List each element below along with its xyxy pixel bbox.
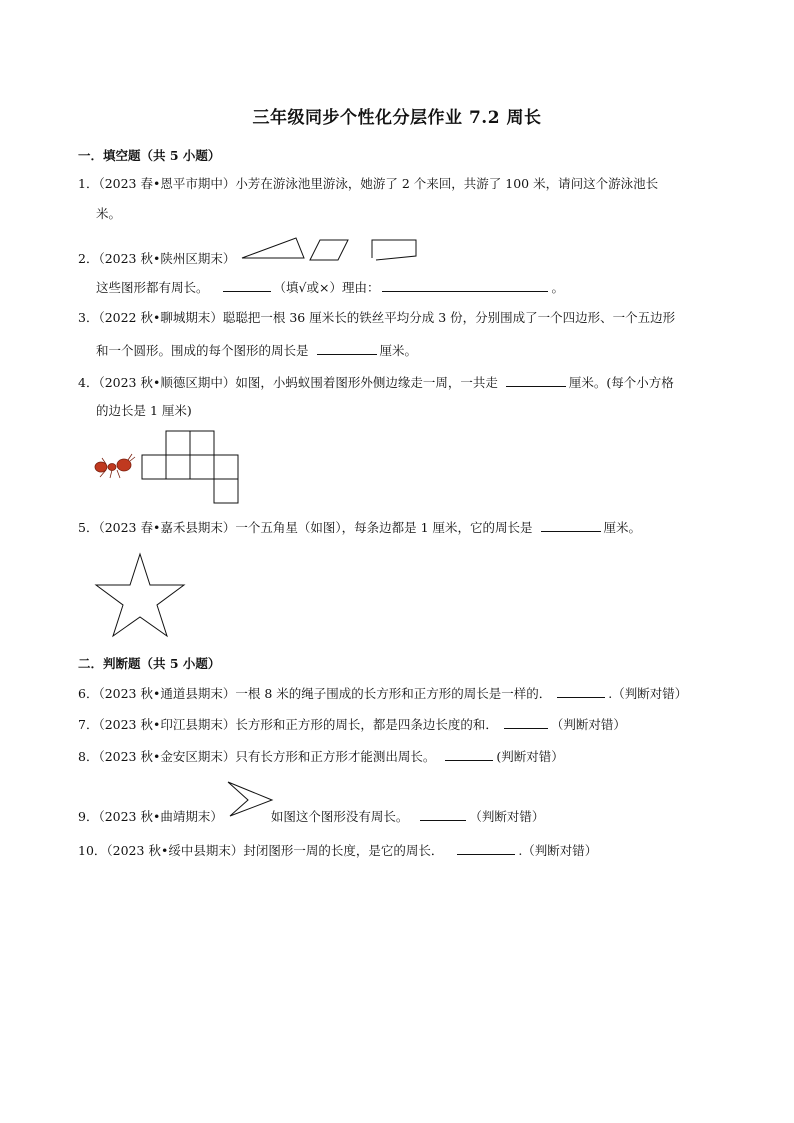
question-3-text: 和一个圆形。围成的每个图形的周长是 [96, 343, 309, 358]
question-10-text: 10．（2023 秋•绥中县期末）封闭图形一周的长度，是它的周长． [78, 843, 444, 858]
page-title: 三年级同步个性化分层作业 7.2 周长 [252, 108, 542, 128]
question-6-text: 6．（2023 秋•通道县期末）一根 8 米的绳子围成的长方形和正方形的周长是一样的． [78, 686, 552, 701]
reason-blank[interactable] [382, 279, 548, 292]
ant-icon [95, 454, 135, 478]
answer-blank[interactable] [504, 716, 548, 729]
question-4-unit: 厘米。(每个小方格 [568, 375, 674, 390]
question-8-suffix: (判断对错） [496, 749, 564, 764]
star-svg [94, 552, 186, 638]
answer-blank[interactable] [317, 342, 377, 355]
question-3-line-1: 3．（2022 秋•聊城期末）聪聪把一根 36 厘米长的铁丝平均分成 3 份，分别围成了一个四边形、一个五边形 [78, 310, 676, 325]
question-5-line-1 [78, 519, 641, 536]
question-2-shapes [240, 236, 420, 264]
ant-grid-svg [92, 429, 246, 509]
question-10-suffix: .（判断对错） [518, 843, 598, 858]
answer-blank[interactable] [541, 519, 601, 532]
question-2-end: 。 [551, 280, 564, 295]
question-3-unit: 厘米。 [379, 343, 418, 358]
question-5-figure [94, 552, 186, 638]
question-1-line-1: 1．（2023 春•恩平市期中）小芳在游泳池里游泳，她游了 2 个来回，共游了 100 米，请问这个游泳池长 [78, 176, 659, 191]
question-9-line [78, 808, 544, 825]
grid-square [214, 455, 238, 479]
question-1-line-2 [96, 206, 121, 222]
question-2-line-1: 2．（2023 秋•陕州区期末） [78, 251, 236, 266]
answer-blank[interactable] [457, 842, 515, 855]
section-true-false: 二．判断题（共 5 小题） [78, 656, 221, 671]
question-9-statement: 如图这个图形没有周长。 [270, 809, 409, 824]
open-shape [372, 240, 416, 260]
square-grid [142, 431, 238, 503]
question-7-line [78, 716, 626, 733]
question-6-line [78, 685, 687, 702]
angle-shape [228, 782, 272, 816]
parallelogram-shape [310, 240, 348, 260]
grid-square [214, 479, 238, 503]
grid-square [166, 455, 190, 479]
question-7-text: 7．（2023 秋•印江县期末）长方形和正方形的周长，都是四条边长度的和． [78, 717, 498, 732]
question-6-suffix: .（判断对错） [608, 686, 688, 701]
question-4-line-1 [78, 374, 674, 391]
question-5-unit: 厘米。 [603, 520, 642, 535]
question-8-text: 8．（2023 秋•金安区期末）只有长方形和正方形才能测出周长。 [78, 749, 436, 764]
question-9-figure [226, 780, 276, 820]
question-2-shapes-svg [240, 236, 420, 264]
question-2-hint: （填√或×）理由： [273, 280, 380, 295]
grid-square [190, 431, 214, 455]
question-9-text: 9．（2023 秋•曲靖期末） [78, 809, 223, 824]
question-5-text: 5．（2023 春•嘉禾县期末）一个五角星（如图），每条边都是 1 厘米，它的周长是 [78, 520, 533, 535]
question-10-line [78, 842, 597, 859]
question-2-line-2 [96, 279, 564, 296]
question-1-unit: 米。 [96, 206, 122, 221]
question-4-text: 4．（2023 秋•顺德区期中）如图，小蚂蚁围着图形外侧边缘走一周，一共走 [78, 375, 498, 390]
question-4-figure [92, 429, 246, 509]
answer-blank[interactable] [506, 374, 566, 387]
section-fill-in: 一．填空题（共 5 小题） [78, 148, 221, 163]
answer-blank[interactable] [223, 279, 271, 292]
triangle-shape [242, 238, 304, 258]
question-7-suffix: （判断对错） [550, 717, 626, 732]
question-2-statement: 这些图形都有周长。 [96, 280, 209, 295]
grid-square [190, 455, 214, 479]
question-4-line-2: 的边长是 1 厘米) [96, 403, 192, 418]
answer-blank[interactable] [445, 748, 493, 761]
grid-square [142, 455, 166, 479]
question-9-suffix: （判断对错） [469, 809, 545, 824]
question-3-line-2 [96, 342, 417, 359]
answer-blank[interactable] [557, 685, 605, 698]
arrow-shape-svg [226, 780, 276, 820]
answer-blank[interactable] [420, 808, 466, 821]
star-shape [96, 554, 184, 636]
question-8-line [78, 748, 564, 765]
grid-square [166, 431, 190, 455]
